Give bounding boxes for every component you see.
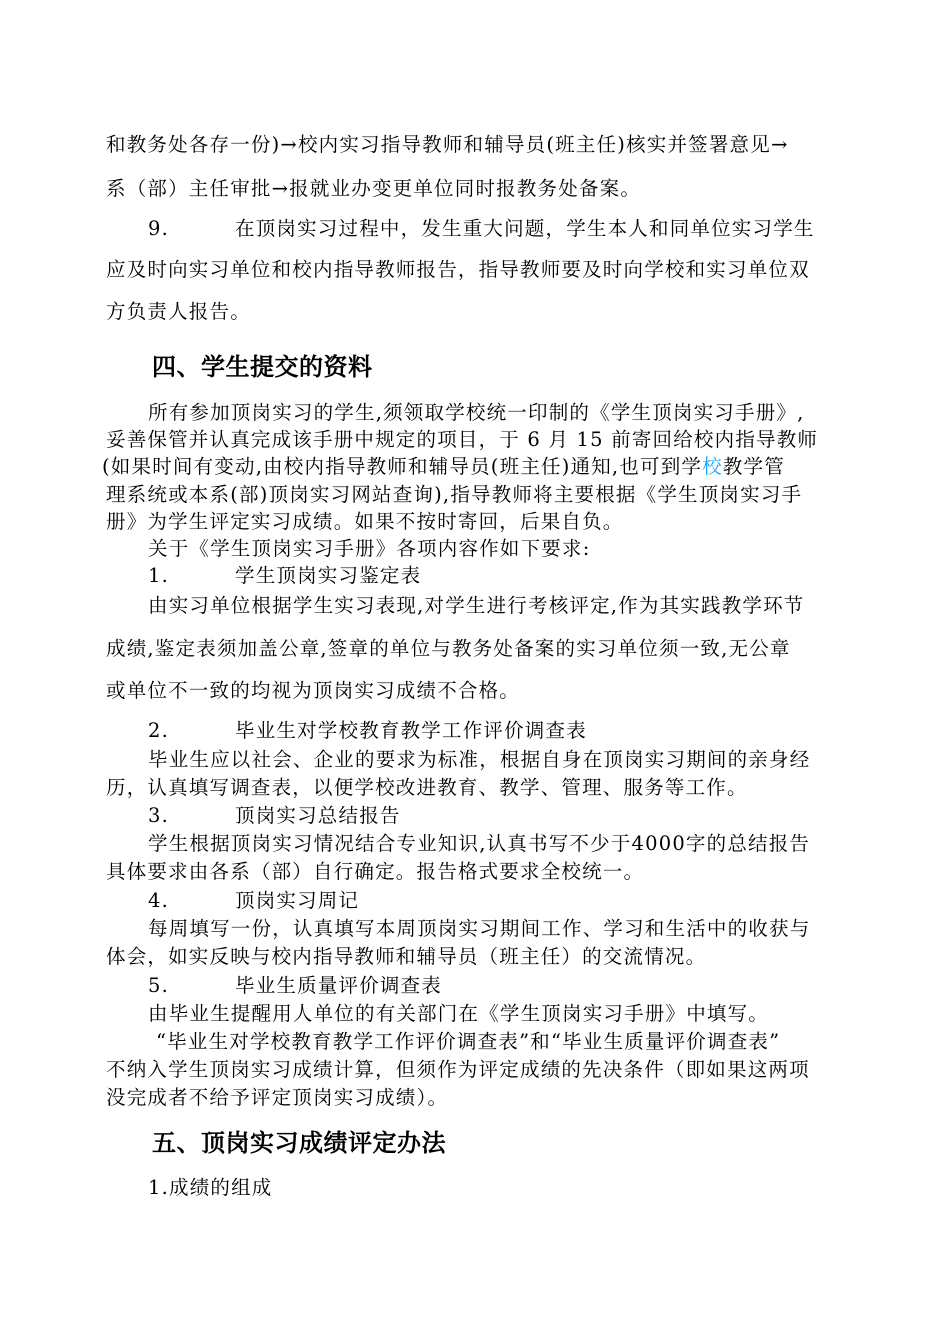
paragraph-line: 册》为学生评定实习成绩。如果不按时寄回，后果自负。 bbox=[106, 510, 624, 533]
paragraph-line: 系（部）主任审批→报就业办变更单位同时报教务处备案。 bbox=[106, 177, 642, 200]
paragraph-line: “毕业生对学校教育教学工作评价调查表”和“毕业生质量评价调查表” bbox=[156, 1030, 781, 1053]
paragraph-line: 每周填写一份，认真填写本周顶岗实习期间工作、学习和生活中的收获与 bbox=[148, 917, 811, 940]
section-heading: 四、学生提交的资料 bbox=[152, 353, 373, 381]
paragraph-line: 或单位不一致的均视为顶岗实习成绩不合格。 bbox=[106, 679, 521, 702]
list-number: 1. bbox=[148, 564, 170, 587]
list-title: 毕业生对学校教育教学工作评价调查表 bbox=[235, 719, 587, 742]
paragraph-line: 理系统或本系(部)顶岗实习网站查询),指导教师将主要根据《学生顶岗实习手 bbox=[106, 483, 803, 506]
list-title: 顶岗实习总结报告 bbox=[235, 804, 401, 827]
paragraph-line: 关于《学生顶岗实习手册》各项内容作如下要求: bbox=[148, 537, 591, 560]
paragraph-line: 没完成者不给予评定顶岗实习成绩）。 bbox=[106, 1086, 449, 1109]
paragraph-line: 由毕业生提醒用人单位的有关部门在《学生顶岗实习手册》中填写。 bbox=[148, 1002, 770, 1025]
list-number: 4. bbox=[148, 889, 170, 912]
list-text: 在顶岗实习过程中，发生重大问题，学生本人和同单位实习学生 bbox=[235, 217, 815, 240]
paragraph-line: 具体要求由各系（部）自行确定。报告格式要求全校统一。 bbox=[106, 860, 645, 883]
paragraph-line: 妥善保管并认真完成该手册中规定的项目，于 6 月 15 前寄回给校内指导教师 bbox=[106, 428, 819, 451]
list-title: 顶岗实习周记 bbox=[235, 889, 360, 912]
list-title: 毕业生质量评价调查表 bbox=[235, 974, 443, 997]
list-number: 3. bbox=[148, 804, 170, 827]
paragraph-line: 1.成绩的组成 bbox=[148, 1176, 273, 1199]
section-heading: 五、顶岗实习成绩评定办法 bbox=[152, 1129, 446, 1157]
list-number: 2. bbox=[148, 719, 170, 742]
highlighted-char: 校 bbox=[702, 455, 723, 478]
paragraph-line: 成绩,鉴定表须加盖公章,签章的单位与教务处备案的实习单位须一致,无公章 bbox=[106, 637, 791, 660]
paragraph-line: 由实习单位根据学生实习表现,对学生进行考核评定,作为其实践教学环节 bbox=[148, 594, 805, 617]
paragraph-line: 应及时向实习单位和校内指导教师报告，指导教师要及时向学校和实习单位双 bbox=[106, 258, 810, 281]
paragraph-line: (如果时间有变动,由校内指导教师和辅导员(班主任)通知,也可到学校教学管 bbox=[102, 455, 785, 478]
paragraph-line: 学生根据顶岗实习情况结合专业知识,认真书写不少于4000字的总结报告 bbox=[148, 832, 811, 855]
paragraph-line: 不纳入学生顶岗实习成绩计算，但须作为评定成绩的先决条件（即如果这两项 bbox=[106, 1058, 810, 1081]
paragraph-line: 毕业生应以社会、企业的要求为标准，根据自身在顶岗实习期间的亲身经 bbox=[148, 748, 811, 771]
paragraph-line: 方负责人报告。 bbox=[106, 300, 251, 323]
paragraph-line: 历，认真填写调查表，以便学校改进教育、教学、管理、服务等工作。 bbox=[106, 776, 748, 799]
list-title: 学生顶岗实习鉴定表 bbox=[235, 564, 422, 587]
paragraph-line: 体会，如实反映与校内指导教师和辅导员（班主任）的交流情况。 bbox=[106, 945, 707, 968]
paragraph-line: 所有参加顶岗实习的学生,须领取学校统一印制的《学生顶岗实习手册》, bbox=[148, 401, 805, 424]
paragraph-line: 和教务处各存一份)→校内实习指导教师和辅导员(班主任)核实并签署意见→ bbox=[106, 133, 789, 156]
list-number: 5. bbox=[148, 974, 170, 997]
list-number: 9. bbox=[148, 217, 170, 240]
